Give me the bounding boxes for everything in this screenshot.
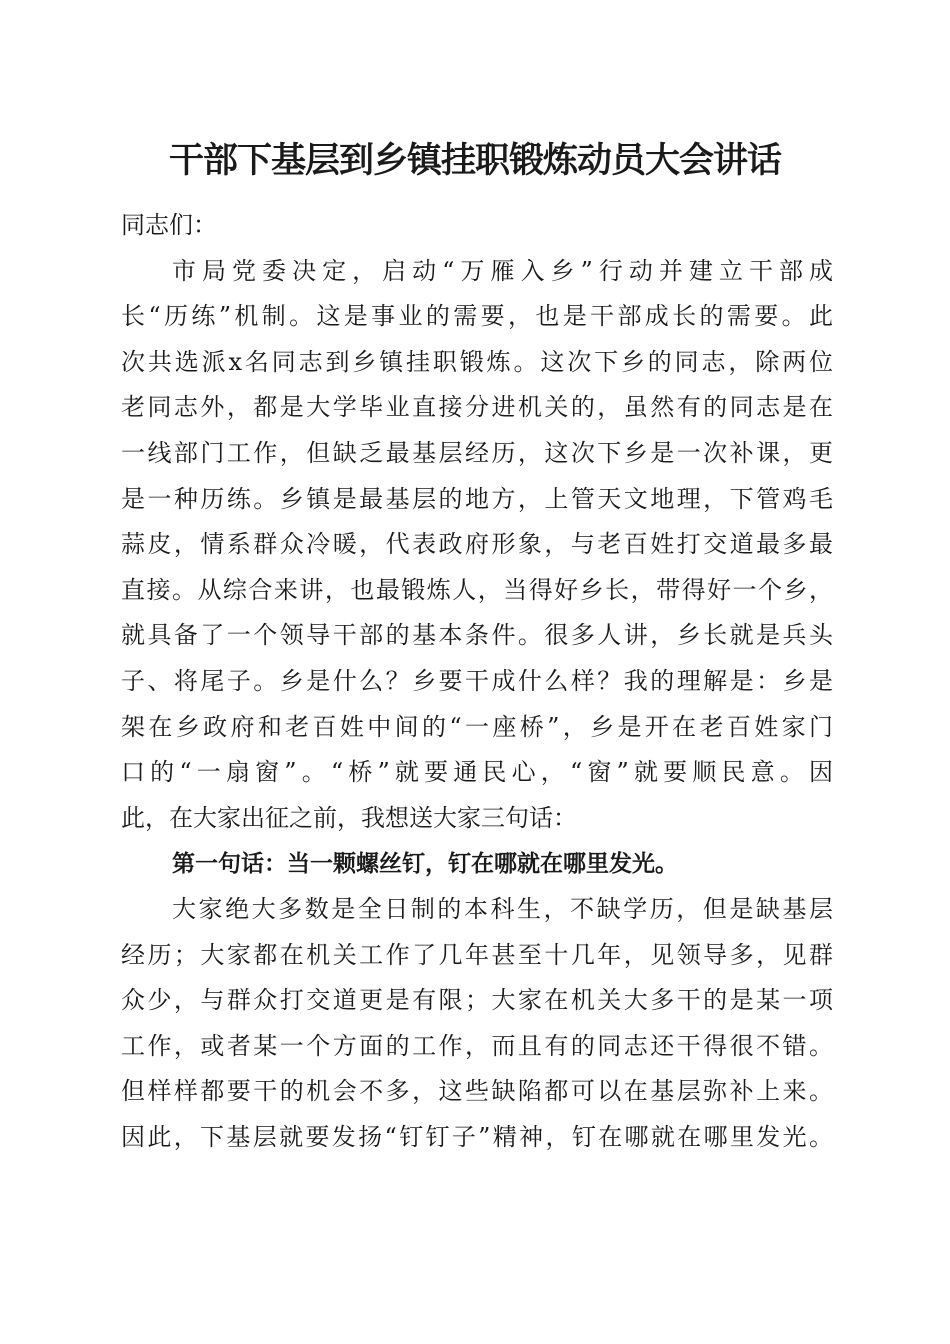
paragraph-line: 子、将尾子。乡是什么？乡要干成什么样？我的理解是：乡是 <box>121 666 833 695</box>
paragraph-line: 长“历练”机制。这是事业的需要，也是干部成长的需要。此 <box>121 302 833 331</box>
paragraph-1 <box>121 249 833 842</box>
paragraph-line: 架在乡政府和老百姓中间的“一座桥”，乡是开在老百姓家门 <box>121 712 833 741</box>
paragraph-line: 就具备了一个领导干部的基本条件。很多人讲，乡长就是兵头 <box>121 621 833 650</box>
paragraph-line: 但样样都要干的机会不多，这些缺陷都可以在基层弥补上来。 <box>121 1077 833 1106</box>
paragraph-2 <box>121 887 833 1161</box>
document-title: 干部下基层到乡镇挂职锻炼动员大会讲话 <box>168 140 781 181</box>
paragraph-line: 此，在大家出征之前，我想送大家三句话： <box>121 803 577 832</box>
paragraph-line: 大家绝大多数是全日制的本科生，不缺学历，但是缺基层 <box>172 894 833 923</box>
paragraph-line: 众少，与群众打交道更是有限；大家在机关大多干的是某一项 <box>121 986 833 1015</box>
paragraph-line: 老同志外，都是大学毕业直接分进机关的，虽然有的同志是在 <box>121 393 833 422</box>
paragraph-line: 次共选派x名同志到乡镇挂职锻炼。这次下乡的同志，除两位 <box>121 347 833 376</box>
paragraph-line: 工作，或者某一个方面的工作，而且有的同志还干得很不错。 <box>121 1031 833 1060</box>
paragraph-line: 经历；大家都在机关工作了几年甚至十几年，见领导多，见群 <box>121 940 833 969</box>
salutation: 同志们： <box>121 211 217 239</box>
paragraph-line: 一线部门工作，但缺乏最基层经历，这次下乡是一次补课，更 <box>121 438 833 467</box>
paragraph-line: 市局党委决定，启动“万雁入乡”行动并建立干部成 <box>172 256 833 285</box>
paragraph-line: 口的“一扇窗”。“桥”就要通民心，“窗”就要顺民意。因 <box>121 758 833 787</box>
paragraph-line: 蒜皮，情系群众冷暖，代表政府形象，与老百姓打交道最多最 <box>121 530 833 559</box>
paragraph-line: 是一种历练。乡镇是最基层的地方，上管天文地理，下管鸡毛 <box>121 484 833 513</box>
section-heading-1: 第一句话：当一颗螺丝钉，钉在哪就在哪里发光。 <box>172 850 678 878</box>
paragraph-line: 直接。从综合来讲，也最锻炼人，当得好乡长，带得好一个乡， <box>121 575 833 604</box>
document-body <box>121 203 833 1160</box>
paragraph-line: 因此，下基层就要发扬“钉钉子”精神，钉在哪就在哪里发光。 <box>121 1122 833 1151</box>
